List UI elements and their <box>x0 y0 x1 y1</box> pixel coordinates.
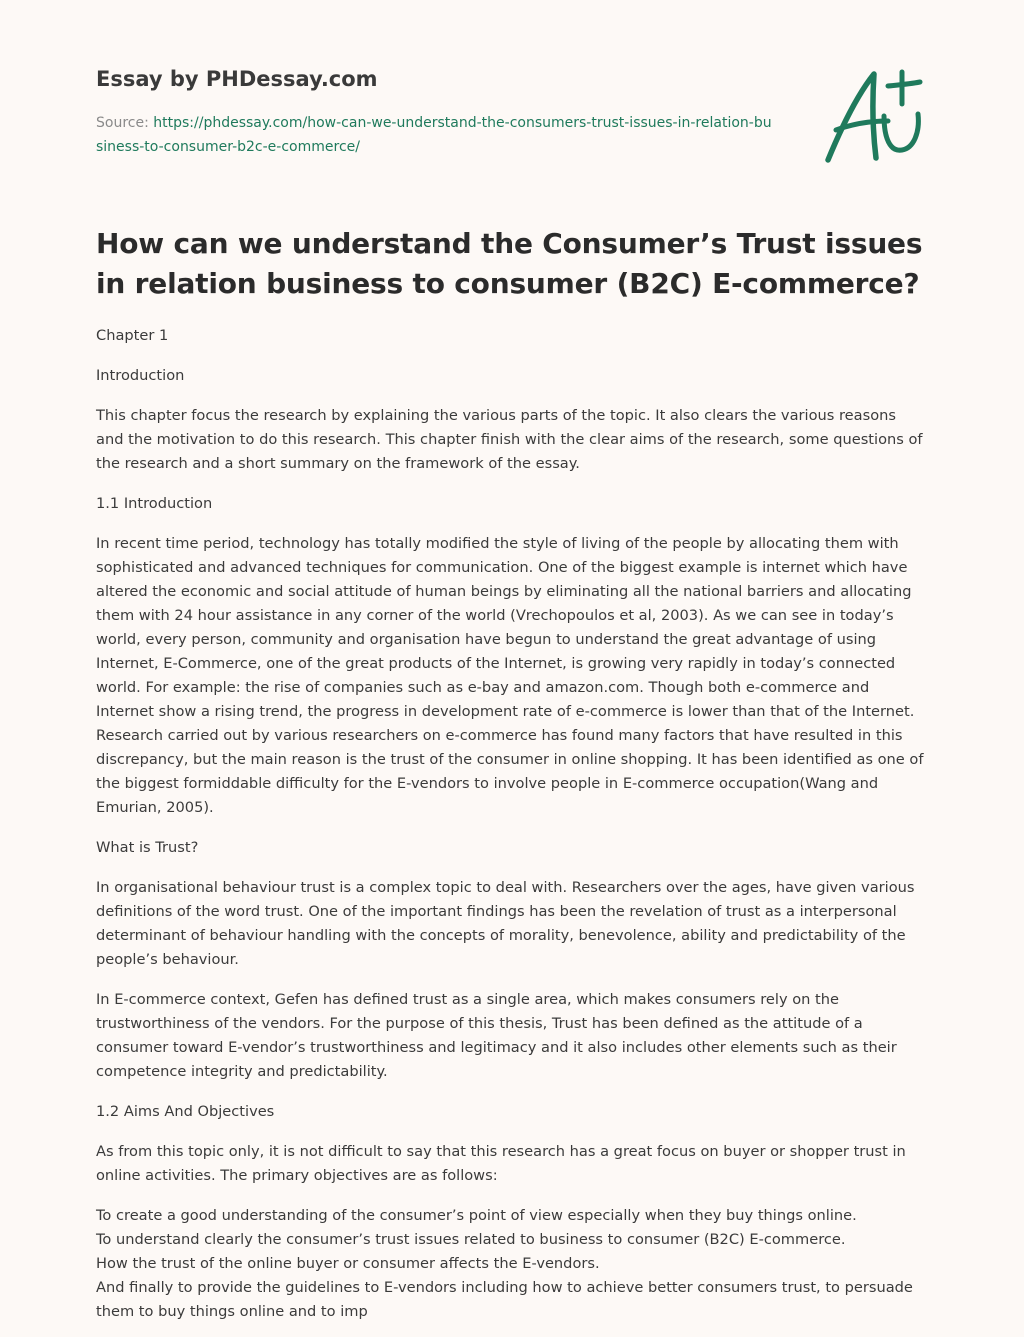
list-item: And finally to provide the guidelines to E-vendors including how to achieve better consumers trust, to persuade them to buy things online and to imp <box>96 1279 913 1320</box>
site-title: Essay by PHDessay.com <box>96 67 378 91</box>
objectives-list <box>96 1204 924 1324</box>
paragraph: In E-commerce context, Gefen has defined trust as a single area, which makes consumers rely on the trustworthiness of the vendors. For the purpose of this thesis, Trust has been defined as the attitude of a consumer toward E-vendor’s trustworthiness and legitimacy and it also includes other elements such as their competence integrity and predictability. <box>96 991 897 1080</box>
source-line <box>96 111 776 159</box>
source-label: Source: <box>96 115 149 131</box>
essay-body <box>96 324 924 1324</box>
essay-title: How can we understand the Consumer’s Trust issues in relation business to consumer (B2C) E-commerce? <box>96 227 923 300</box>
list-item: To create a good understanding of the consumer’s point of view especially when they buy things online. <box>96 1207 857 1224</box>
list-item: How the trust of the online buyer or consumer affects the E-vendors. <box>96 1255 600 1272</box>
list-item: To understand clearly the consumer’s trust issues related to business to consumer (B2C) E-commerce. <box>96 1231 846 1248</box>
source-link[interactable]: https://phdessay.com/how-can-we-understand-the-consumers-trust-issues-in-relation-business-to-consumer-b2c-e-commerce/ <box>96 115 772 155</box>
section-heading: 1.2 Aims And Objectives <box>96 1103 275 1120</box>
section-heading: 1.1 Introduction <box>96 495 213 512</box>
chapter-label: Chapter 1 <box>96 327 169 344</box>
paragraph: In recent time period, technology has totally modified the style of living of the people by allocating them with sophisticated and advanced techniques for communication. One of the biggest example is internet which have altered the economic and social attitude of human beings by eliminating all the national barriers and allocating them with 24 hour assistance in any corner of the world (Vrechopoulos et al, 2003). As we can see in today’s world, every person, community and organisation have begun to understand the great advantage of using Internet, E-Commerce, one of the great products of the Internet, is growing very rapidly in today’s connected world. For example: the rise of companies such as e-bay and amazon.com. Though both e-commerce and Internet show a rising trend, the progress in development rate of e-commerce is lower than that of the Internet. Research carried out by various researchers on e-commerce has found many factors that have resulted in this discrepancy, but the main reason is the trust of the consumer in online shopping. It has been identified as one of the biggest formiddable difficulty for the E-vendors to involve people in E-commerce occupation(Wang and Emurian, 2005). <box>96 535 924 816</box>
paragraph: In organisational behaviour trust is a complex topic to deal with. Researchers over the ages, have given various definitions of the word trust. One of the important findings has been the revelation of trust as a interpersonal determinant of behaviour handling with the concepts of morality, benevolence, ability and predictability of the people’s behaviour. <box>96 879 915 968</box>
section-heading: Introduction <box>96 367 185 384</box>
a-plus-logo-icon <box>818 64 928 168</box>
paragraph: As from this topic only, it is not difficult to say that this research has a great focus on buyer or shopper trust in online activities. The primary objectives are as follows: <box>96 1143 906 1184</box>
section-heading: What is Trust? <box>96 839 199 856</box>
paragraph: This chapter focus the research by explaining the various parts of the topic. It also clears the various reasons and the motivation to do this research. This chapter finish with the clear aims of the research, some questions of the research and a short summary on the framework of the essay. <box>96 407 923 472</box>
